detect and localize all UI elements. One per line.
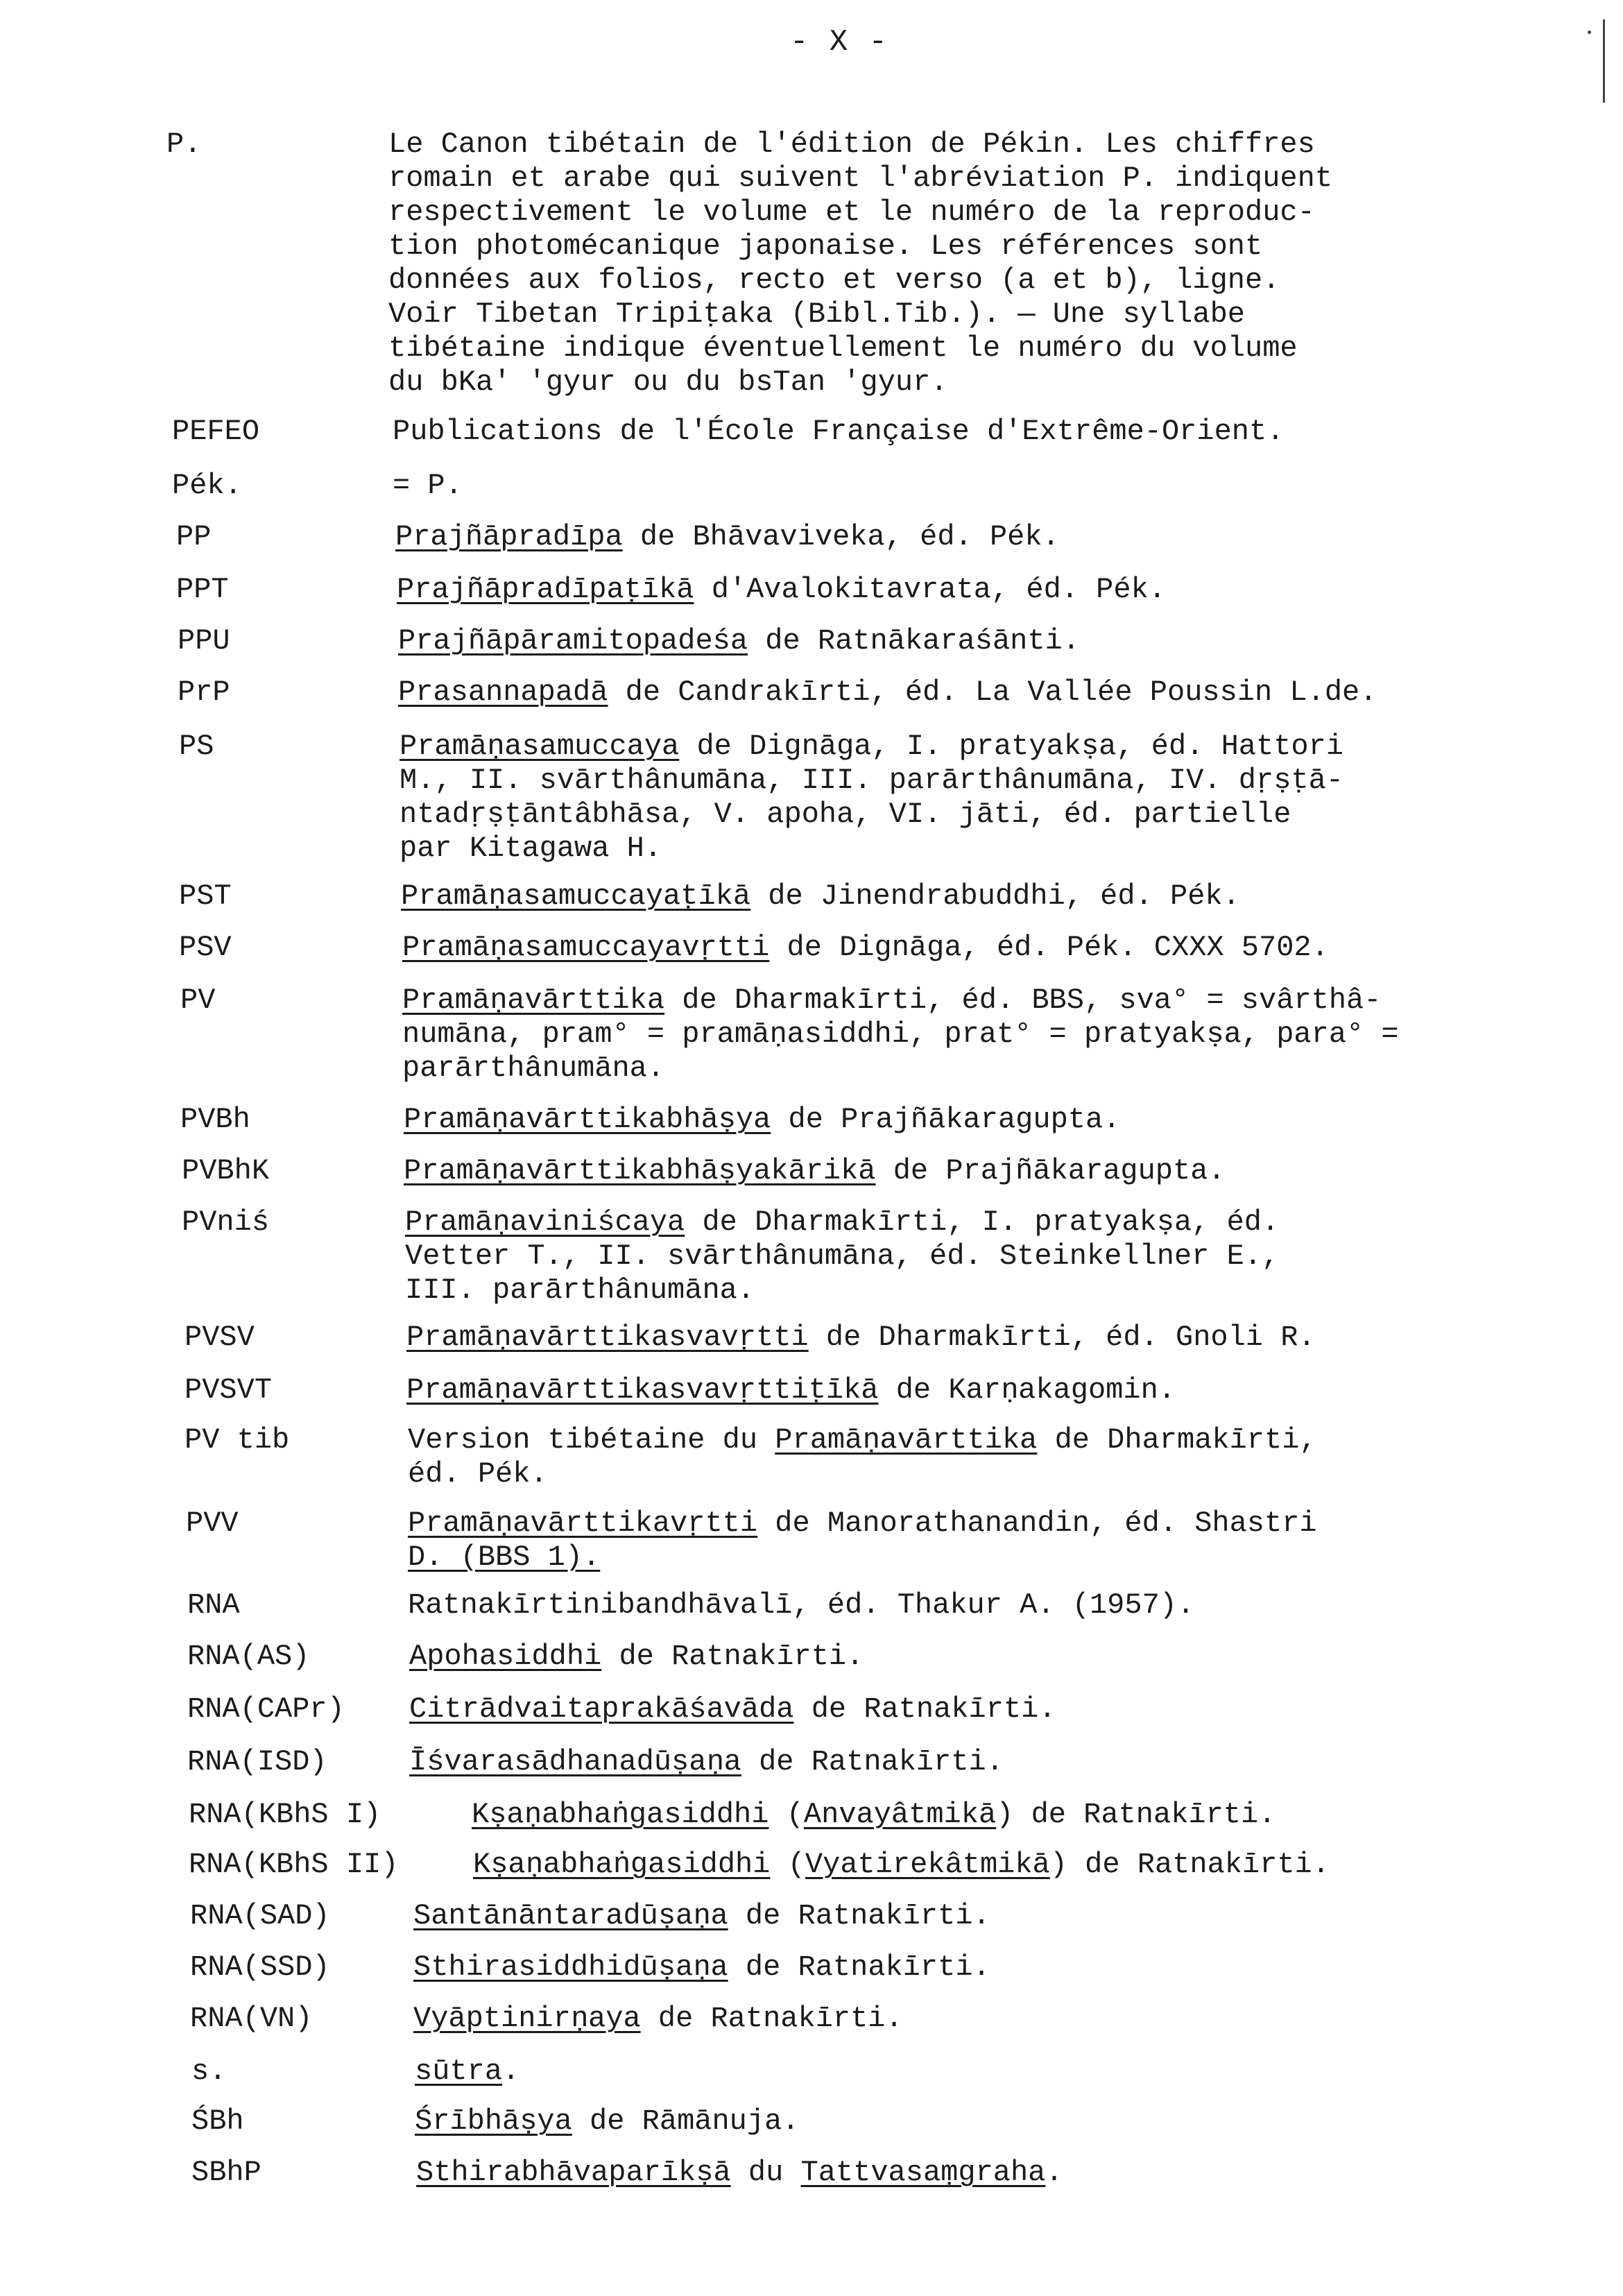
description-text: Voir Tibetan Tripiṭaka (Bibl.Tib.). — Une syllabe xyxy=(388,298,1246,331)
description-text: numāna, pram° = pramāṇasiddhi, prat° = pratyakṣa, para° = xyxy=(402,1018,1399,1051)
description-text: du bKa' 'gyur ou du bsTan 'gyur. xyxy=(388,366,948,399)
abbreviation-description xyxy=(398,676,1377,710)
description-text: de Ratnakīrti. xyxy=(741,1745,1004,1779)
description-text: tion photomécanique japonaise. Les références sont xyxy=(388,230,1263,263)
description-line xyxy=(415,2055,519,2089)
abbreviation: PV tib xyxy=(184,1423,290,1457)
description-text: tibétaine indique éventuellement le numéro du volume xyxy=(388,332,1298,365)
abbreviation-description xyxy=(473,1848,1330,1882)
abbreviation: PPT xyxy=(176,573,229,606)
work-title: Prasannapadā xyxy=(398,676,608,709)
description-text: ) de Ratnakīrti. xyxy=(1049,1848,1330,1881)
description-line xyxy=(473,1848,1330,1882)
abbreviation-description xyxy=(400,730,1343,866)
description-line xyxy=(406,1321,1316,1355)
work-title: Vyatirekâtmikā xyxy=(805,1848,1050,1881)
abbreviation-description xyxy=(393,469,463,503)
description-text: parārthânumāna. xyxy=(402,1052,665,1085)
description-text: de Ratnakīrti. xyxy=(728,1951,990,1984)
description-text: = P. xyxy=(393,469,463,502)
abbreviation: PEFEO xyxy=(172,415,260,448)
description-line xyxy=(405,1206,1279,1240)
work-title: Śrībhāṣya xyxy=(415,2105,572,2138)
abbreviation: RNA(CAPr) xyxy=(187,1693,345,1726)
description-line xyxy=(388,298,1332,332)
description-line xyxy=(472,1798,1276,1832)
description-text: de Ratnākaraśānti. xyxy=(748,624,1080,658)
description-line xyxy=(408,1423,1317,1457)
description-line xyxy=(405,1274,1279,1308)
work-title: Pramāṇavārttikabhāṣya xyxy=(404,1103,771,1136)
description-line xyxy=(413,2002,903,2036)
description-line xyxy=(406,1373,1176,1407)
work-title: Pramāṇavārttikavṛtti xyxy=(408,1507,758,1540)
margin-mark xyxy=(1603,19,1605,103)
description-line xyxy=(402,984,1399,1018)
abbreviation: PST xyxy=(179,880,232,913)
description-line xyxy=(404,1154,1226,1188)
work-title: Īśvarasādhanadūṣaṇa xyxy=(409,1745,741,1779)
description-text: de Karṇakagomin. xyxy=(878,1373,1176,1407)
abbreviation: s. xyxy=(191,2055,227,2088)
description-line xyxy=(408,1507,1317,1541)
description-text: de Dignāga, I. pratyakṣa, éd. Hattori xyxy=(679,730,1344,763)
work-title: Santānāntaradūṣaṇa xyxy=(413,1899,728,1933)
page-number: - X - xyxy=(789,25,889,60)
description-line xyxy=(415,2105,800,2139)
description-text: Vetter T., II. svārthânumāna, éd. Steinkellner E., xyxy=(405,1240,1280,1273)
description-text: M., II. svārthânumāna, III. parārthânumāna, IV. dṛṣṭā- xyxy=(400,764,1344,797)
abbreviation: RNA(KBhS II) xyxy=(189,1848,399,1881)
abbreviation: RNA(VN) xyxy=(190,2002,313,2035)
abbreviation-description xyxy=(388,128,1332,400)
abbreviation-description xyxy=(405,1206,1279,1308)
abbreviation-description xyxy=(408,1507,1317,1575)
description-line xyxy=(388,264,1332,298)
abbreviation-description xyxy=(409,1640,864,1674)
description-line xyxy=(398,624,1080,658)
description-text: d'Avalokitavrata, éd. Pék. xyxy=(694,573,1166,606)
abbreviation-description xyxy=(406,1373,1176,1407)
work-title: Pramāṇavārttika xyxy=(775,1423,1038,1457)
description-text: de Ratnakīrti. xyxy=(793,1693,1056,1726)
work-title: Pramāṇasamuccaya xyxy=(400,730,680,763)
abbreviation-description xyxy=(393,415,1284,449)
abbreviation-description xyxy=(397,573,1166,607)
description-line xyxy=(395,520,1060,554)
work-title: Pramāṇasamuccayavṛtti xyxy=(402,931,770,964)
description-line xyxy=(402,931,1329,965)
description-line xyxy=(413,1951,990,1985)
work-title: D. (BBS 1). xyxy=(408,1541,601,1574)
description-text: romain et arabe qui suivent l'abréviation P. indiquent xyxy=(388,162,1333,195)
work-title: Sthirasiddhidūṣaṇa xyxy=(413,1951,728,1984)
description-line xyxy=(393,469,463,503)
description-line xyxy=(404,1103,1120,1137)
work-title: Kṣaṇabhaṅgasiddhi xyxy=(472,1798,769,1831)
description-line xyxy=(408,1457,1317,1491)
abbreviation-description xyxy=(406,1321,1316,1355)
work-title: Prajñāpradīpaṭīkā xyxy=(397,573,694,606)
abbreviation: PVSV xyxy=(184,1321,255,1354)
description-line xyxy=(398,676,1377,710)
abbreviation: RNA(SAD) xyxy=(190,1899,330,1933)
abbreviation-description xyxy=(402,931,1329,965)
description-text: de Prajñākaragupta. xyxy=(875,1154,1226,1188)
description-text: de Dharmakīrti, éd. Gnoli R. xyxy=(808,1321,1316,1354)
work-title: Prajñāpradīpa xyxy=(395,520,623,554)
work-title: Pramāṇavārttikasvavṛttiṭīkā xyxy=(406,1373,879,1407)
abbreviation-description xyxy=(395,520,1060,554)
abbreviation: RNA(KBhS I) xyxy=(189,1798,381,1831)
abbreviation: PS xyxy=(179,730,214,763)
abbreviation: RNA(SSD) xyxy=(190,1951,330,1984)
description-line xyxy=(388,332,1332,366)
abbreviation: RNA(AS) xyxy=(187,1640,310,1673)
margin-dot xyxy=(1588,31,1591,34)
description-line xyxy=(388,162,1332,196)
description-text: . xyxy=(1045,2156,1063,2189)
description-text: Le Canon tibétain de l'édition de Pékin. Les chiffres xyxy=(388,128,1315,161)
abbreviation-description xyxy=(401,880,1240,914)
work-title: Pramāṇaviniścaya xyxy=(405,1206,685,1239)
description-text: données aux folios, recto et verso (a et b), ligne. xyxy=(388,264,1280,297)
abbreviation: PVSVT xyxy=(184,1373,273,1407)
description-line xyxy=(402,1018,1399,1052)
description-line xyxy=(413,1899,990,1933)
description-text: Publications de l'École Française d'Extrême-Orient. xyxy=(393,415,1285,448)
abbreviation: PVV xyxy=(186,1507,239,1540)
description-text: respectivement le volume et le numéro de la reproduc- xyxy=(388,196,1315,229)
abbreviation-description xyxy=(413,1951,990,1985)
description-line xyxy=(409,1745,1004,1779)
work-title: Sthirabhāvaparīkṣā xyxy=(416,2156,731,2189)
abbreviation: RNA(ISD) xyxy=(187,1745,327,1779)
description-text: de Manorathanandin, éd. Shastri xyxy=(757,1507,1317,1540)
work-title: Pramāṇavārttika xyxy=(402,984,665,1017)
abbreviation-description xyxy=(413,2002,903,2036)
description-text: de Ratnakīrti. xyxy=(640,2002,903,2035)
description-text: Ratnakīrtinibandhāvalī, éd. Thakur A. (1957). xyxy=(408,1588,1195,1622)
description-text: ) de Ratnakīrti. xyxy=(996,1798,1276,1831)
abbreviation: PPU xyxy=(178,624,230,658)
description-text: de Prajñākaragupta. xyxy=(771,1103,1121,1136)
work-title: Anvayâtmikā xyxy=(803,1798,997,1831)
description-line xyxy=(400,832,1343,866)
abbreviation-description xyxy=(404,1154,1226,1188)
work-title: Tattvasaṃgraha xyxy=(800,2156,1046,2189)
work-title: Kṣaṇabhaṅgasiddhi xyxy=(473,1848,771,1881)
abbreviation-description xyxy=(408,1423,1317,1491)
work-title: Pramāṇavārttikasvavṛtti xyxy=(406,1321,809,1354)
description-line xyxy=(388,128,1332,162)
work-title: Citrādvaitaprakāśavāda xyxy=(409,1693,794,1726)
description-line xyxy=(416,2156,1063,2190)
abbreviation: PVBhK xyxy=(182,1154,270,1188)
description-line xyxy=(388,230,1332,264)
description-text: éd. Pék. xyxy=(408,1457,548,1491)
description-line xyxy=(402,1052,1399,1086)
abbreviation-description xyxy=(404,1103,1120,1137)
description-text: de Bhāvaviveka, éd. Pék. xyxy=(622,520,1060,554)
description-text: de Jinendrabuddhi, éd. Pék. xyxy=(750,880,1240,913)
description-line xyxy=(409,1640,864,1674)
work-title: sūtra xyxy=(415,2055,503,2088)
description-text: de Ratnakīrti. xyxy=(601,1640,864,1673)
description-text: de Dharmakīrti, éd. BBS, sva° = svârthâ- xyxy=(664,984,1382,1017)
description-text: ( xyxy=(770,1848,805,1881)
description-line xyxy=(393,415,1284,449)
abbreviation: SBhP xyxy=(191,2156,261,2189)
description-text: ( xyxy=(768,1798,804,1831)
abbreviation: ŚBh xyxy=(191,2105,244,2138)
description-line xyxy=(409,1693,1056,1727)
abbreviation-description xyxy=(409,1745,1004,1779)
description-text: de Candrakīrti, éd. La Vallée Poussin L.de. xyxy=(608,676,1377,709)
description-text: de Ratnakīrti. xyxy=(728,1899,990,1933)
description-text: du xyxy=(730,2156,801,2189)
description-text: par Kitagawa H. xyxy=(400,832,662,865)
description-line xyxy=(408,1541,1317,1575)
description-line xyxy=(400,764,1343,798)
work-title: Vyāptinirṇaya xyxy=(413,2002,641,2035)
abbreviation-description xyxy=(409,1693,1056,1727)
description-line xyxy=(401,880,1240,914)
description-line xyxy=(388,366,1332,400)
description-text: ntadṛṣṭāntâbhāsa, V. apoha, VI. jāti, éd. partielle xyxy=(400,798,1291,831)
abbreviation-description xyxy=(408,1588,1194,1622)
abbreviation-description xyxy=(415,2055,519,2089)
description-text: de Dharmakīrti, I. pratyakṣa, éd. xyxy=(685,1206,1280,1239)
description-line xyxy=(397,573,1166,607)
abbreviation: P. xyxy=(166,128,202,161)
abbreviation: PrP xyxy=(178,676,230,709)
description-text: Version tibétaine du xyxy=(408,1423,775,1457)
abbreviation-description xyxy=(416,2156,1063,2190)
description-line xyxy=(400,730,1343,764)
description-line xyxy=(388,196,1332,230)
description-line xyxy=(405,1240,1279,1274)
work-title: Prajñāpāramitopadeśa xyxy=(398,624,748,658)
abbreviation-description xyxy=(472,1798,1276,1832)
description-text: de Dharmakīrti, xyxy=(1037,1423,1317,1457)
abbreviation: PP xyxy=(176,520,212,554)
description-text: . xyxy=(502,2055,520,2088)
description-line xyxy=(400,798,1343,832)
abbreviation-description xyxy=(413,1899,990,1933)
abbreviation: PSV xyxy=(179,931,232,964)
work-title: Pramāṇasamuccayaṭīkā xyxy=(401,880,751,913)
abbreviation: Pék. xyxy=(172,469,242,502)
abbreviation: RNA xyxy=(187,1588,240,1622)
work-title: Pramāṇavārttikabhāṣyakārikā xyxy=(404,1154,876,1188)
description-text: de Dignāga, éd. Pék. CXXX 5702. xyxy=(769,931,1329,964)
abbreviation: PVBh xyxy=(180,1103,250,1136)
description-line xyxy=(408,1588,1194,1622)
abbreviation: PV xyxy=(180,984,216,1017)
description-text: de Rāmānuja. xyxy=(572,2105,800,2138)
abbreviation-description xyxy=(402,984,1399,1086)
abbreviation-description xyxy=(415,2105,800,2139)
abbreviation: PVniś xyxy=(182,1206,270,1239)
work-title: Apohasiddhi xyxy=(409,1640,602,1673)
description-text: III. parārthânumāna. xyxy=(405,1274,755,1307)
abbreviation-description xyxy=(398,624,1080,658)
